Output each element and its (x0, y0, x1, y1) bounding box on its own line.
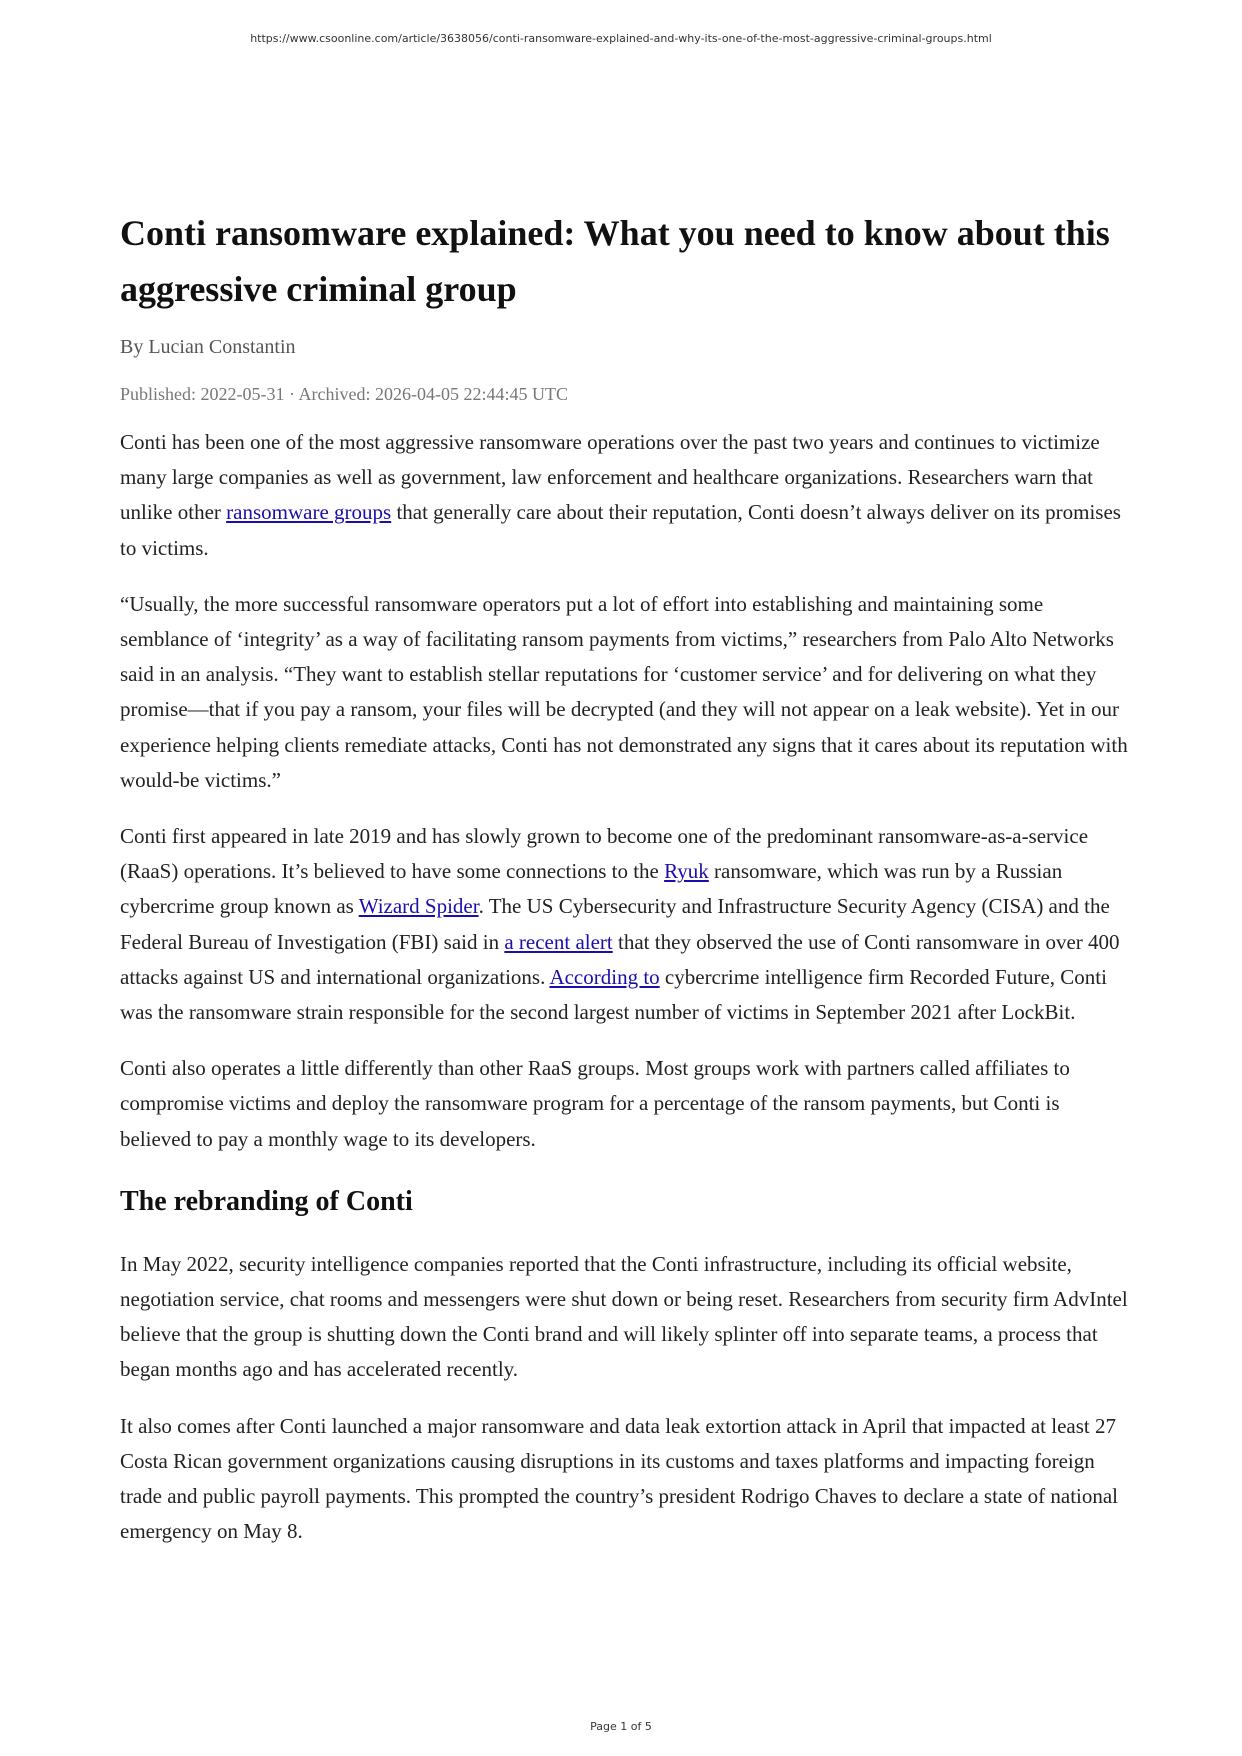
byline: By Lucian Constantin (120, 336, 296, 358)
ransomware-groups-link[interactable]: ransomware groups (226, 500, 392, 525)
according-to-link[interactable]: According to (549, 964, 660, 989)
recent-alert-link[interactable]: a recent alert (504, 929, 613, 954)
paragraph-5: In May 2022, security intelligence companies reported that the Conti infrastructure, including its official website, negotiation service, chat rooms and messengers were shut down or being reset. Researchers from security firm AdvIntel believe that the group is shutting down the Conti brand and will likely splinter off into separate teams, a process that began months ago and has accelerated recently. (120, 1251, 1128, 1382)
paragraph-text: Conti has been one of the most aggressive ransomware operations over the past two years and continues to victimize many large companies as well as government, law enforcement and healthcare organizations. Researchers warn that unlike other (120, 430, 1100, 525)
paragraph-2: “Usually, the more successful ransomware operators put a lot of effort into establishing and maintaining some semblance of ‘integrity’ as a way of facilitating ransom payments from victims,” researchers from Palo Alto Networks said in an analysis. “They want to establish stellar reputations for ‘customer service’ and for delivering on what they promise—that if you pay a ransom, your files will be decrypted (and they will not appear on a leak website). Yet in our experience helping clients remediate attacks, Conti has not demonstrated any signs that it cares about its reputation with would-be victims.” (120, 591, 1128, 792)
page-number: Page 1 of 5 (590, 1720, 652, 1733)
paragraph-1 (120, 425, 1130, 566)
paragraph-6: It also comes after Conti launched a major ransomware and data leak extortion attack in April that impacted at least 27 Costa Rican government organizations causing disruptions in its customs and taxes platforms and impacting foreign trade and public payroll payments. This prompted the country’s president Rodrigo Chaves to declare a state of national emergency on May 8. (120, 1413, 1119, 1544)
paragraph-text: cybercrime intelligence firm Recorded Future, Conti was the ransomware strain responsible for the second largest number of victims in September 2021 after LockBit. (120, 964, 1107, 1025)
paragraph-text: that generally care about their reputation, Conti doesn’t always deliver on its promises to victims. (120, 500, 1121, 560)
paragraph-4: Conti also operates a little differently than other RaaS groups. Most groups work with partners called affiliates to compromise victims and deploy the ransomware program for a percentage of the ransom payments, but Conti is believed to pay a monthly wage to its developers. (120, 1056, 1070, 1151)
paragraph-text: that they observed the use of Conti ransomware in over 400 attacks against US and international organizations. (120, 929, 1120, 989)
paragraph-3 (120, 819, 1130, 1030)
article (120, 205, 1130, 1570)
article-title: Conti ransomware explained: What you need to know about this aggressive criminal group (120, 213, 1110, 309)
section-heading: The rebranding of Conti (120, 1185, 413, 1217)
publish-meta: Published: 2022-05-31 · Archived: 2026-04-05 22:44:45 UTC (120, 384, 568, 404)
paragraph-text: ransomware, which was run by a Russian cybercrime group known as (120, 859, 1063, 919)
paragraph-text: Conti first appeared in late 2019 and has slowly grown to become one of the predominant ransomware-as-a-service (RaaS) operations. It’s believed to have some connections to the (120, 824, 1089, 884)
ryuk-link[interactable]: Ryuk (664, 859, 709, 884)
paragraph-text: . The US Cybersecurity and Infrastructure Security Agency (CISA) and the Federal Bureau of Investigation (FBI) said in (120, 894, 1110, 954)
wizard-spider-link[interactable]: Wizard Spider (358, 894, 479, 919)
page-url: https://www.csoonline.com/article/3638056/conti-ransomware-explained-and-why-its-one-of-the-most-aggressive-criminal-groups.html (250, 32, 992, 45)
